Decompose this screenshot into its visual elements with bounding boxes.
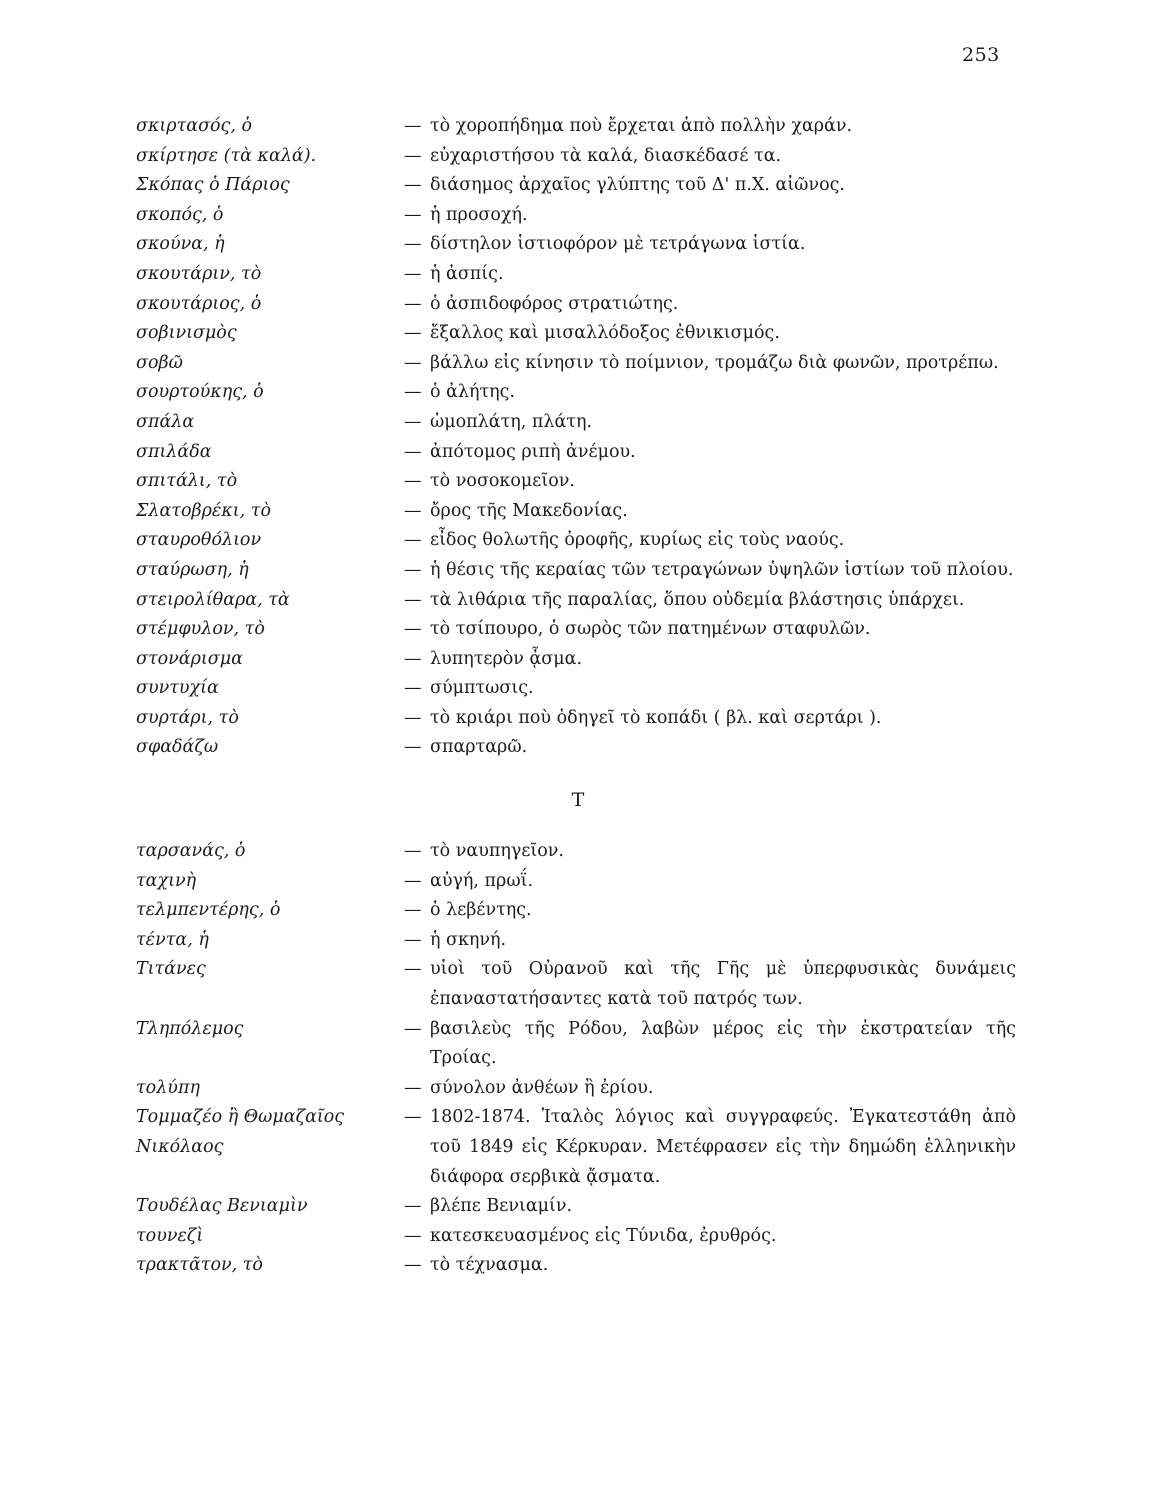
entry-term: σκουτάριος, ὁ	[136, 293, 262, 314]
glossary-entry	[136, 1103, 1016, 1192]
entry-definition: τὸ τέχνασμα.	[430, 1255, 549, 1276]
entry-definition: ὁ λεβέντης.	[430, 900, 532, 921]
entry-dash: —	[404, 471, 422, 492]
glossary-entry	[136, 926, 1016, 956]
entry-term: τελμπεντέρης, ὁ	[136, 900, 281, 921]
glossary-entry	[136, 1015, 1016, 1074]
entry-definition: βάλλω εἰς κίνησιν τὸ ποίμνιον, τρομάζω διὰ φωνῶν, προτρέπω.	[430, 352, 999, 373]
entry-definition: τὸ κριάρι ποὺ ὁδηγεῖ τὸ κοπάδι ( βλ. καὶ σερτάρι ).	[430, 707, 882, 728]
entry-dash: —	[404, 352, 422, 373]
glossary-entry	[136, 837, 1016, 867]
entry-term: ταρσανάς, ὁ	[136, 841, 246, 862]
entry-definition: αὐγή, πρωΐ.	[430, 870, 534, 891]
entry-dash: —	[404, 382, 422, 403]
entry-term: σοβινισμὸς	[136, 323, 237, 344]
entry-dash: —	[404, 1196, 422, 1217]
glossary-entry	[136, 290, 1016, 320]
entry-term: σκιρτασός, ὁ	[136, 116, 253, 136]
glossary-entry	[136, 378, 1016, 408]
entry-term: ταχινὴ	[136, 870, 197, 891]
entry-definition: ἡ ἀσπίς.	[430, 263, 504, 284]
entry-term: σπάλα	[136, 411, 195, 432]
entry-definition: εὐχαριστήσου τὰ καλά, διασκέδασέ τα.	[430, 145, 782, 166]
entry-definition: τὸ χοροπήδημα ποὺ ἔρχεται ἀπὸ πολλὴν χαράν.	[430, 116, 853, 136]
entry-dash: —	[404, 589, 422, 610]
glossary-entry	[136, 645, 1016, 675]
entry-definition: δίστηλον ἱστιοφόρον μὲ τετράγωνα ἱστία.	[430, 234, 806, 255]
glossary-entry	[136, 349, 1016, 379]
entry-definition: εἶδος θολωτῆς ὀροφῆς, κυρίως εἰς τοὺς ναούς.	[430, 530, 845, 551]
entry-term: σπιλάδα	[136, 441, 212, 462]
page-number: 253	[962, 44, 1000, 66]
glossary-entry	[136, 112, 1016, 142]
entry-dash: —	[404, 1077, 422, 1098]
section-s-entries	[136, 112, 1016, 763]
glossary-entry	[136, 260, 1016, 290]
entry-definition: υἱοὶ τοῦ Οὐρανοῦ καὶ τῆς Γῆς μὲ ὑπερφυσικὰς δυνάμεις ἐπαναστατήσαντες κατὰ τοῦ πατρός των.	[430, 959, 1016, 1010]
entry-dash: —	[404, 737, 422, 758]
entry-term: συρτάρι, τὸ	[136, 707, 239, 728]
glossary-entry	[136, 201, 1016, 231]
entry-dash: —	[404, 116, 422, 136]
glossary-entry	[136, 1222, 1016, 1252]
glossary-entry	[136, 230, 1016, 260]
entry-definition: τὸ νοσοκομεῖον.	[430, 471, 575, 492]
entry-dash: —	[404, 500, 422, 521]
entry-dash: —	[404, 678, 422, 699]
entry-definition: σύνολον ἀνθέων ἢ ἐρίου.	[430, 1077, 654, 1098]
entry-definition: ἀπότομος ριπὴ ἀνέμου.	[430, 441, 636, 462]
entry-dash: —	[404, 293, 422, 314]
entry-term: στειρολίθαρα, τὰ	[136, 589, 290, 610]
entry-dash: —	[404, 204, 422, 225]
glossary-entry	[136, 526, 1016, 556]
entry-dash: —	[404, 441, 422, 462]
entry-definition: τὸ ναυπηγεῖον.	[430, 841, 564, 862]
glossary-entry	[136, 867, 1016, 897]
glossary-entry	[136, 438, 1016, 468]
glossary-entry	[136, 1074, 1016, 1104]
glossary-entry	[136, 733, 1016, 763]
entry-term: στέμφυλον, τὸ	[136, 619, 265, 640]
entry-definition: σύμπτωσις.	[430, 678, 534, 699]
entry-term: σταυροθόλιον	[136, 530, 262, 551]
entry-dash: —	[404, 841, 422, 862]
entry-term: Σλατοβρέκι, τὸ	[136, 500, 271, 521]
entry-dash: —	[404, 619, 422, 640]
entry-dash: —	[404, 648, 422, 669]
entry-definition: ὁ ἀλήτης.	[430, 382, 516, 403]
entry-term: τολύπη	[136, 1077, 200, 1098]
entry-definition: τὰ λιθάρια τῆς παραλίας, ὅπου οὐδεμία βλάστησις ὑπάρχει.	[430, 589, 965, 610]
entry-term: σταύρωση, ἡ	[136, 559, 249, 580]
glossary-entry	[136, 467, 1016, 497]
entry-term: σπιτάλι, τὸ	[136, 471, 238, 492]
entry-term: συντυχία	[136, 678, 219, 699]
entry-definition: βασιλεὺς τῆς Ρόδου, λαβὼν μέρος εἰς τὴν ἐκστρατείαν τῆς Τροίας.	[430, 1018, 1016, 1069]
section-letter: Τ	[571, 789, 585, 812]
glossary-entry	[136, 142, 1016, 172]
entry-term: στονάρισμα	[136, 648, 243, 669]
glossary-entry	[136, 896, 1016, 926]
entry-dash: —	[404, 1107, 422, 1128]
entry-definition: ἡ προσοχή.	[430, 204, 528, 225]
glossary-entry	[136, 408, 1016, 438]
entry-dash: —	[404, 175, 422, 196]
entry-definition: ἔξαλλος καὶ μισαλλόδοξος ἐθνικισμός.	[430, 323, 780, 344]
entry-dash: —	[404, 900, 422, 921]
entry-term: σοβῶ	[136, 352, 183, 373]
glossary-entry	[136, 1251, 1016, 1281]
entry-definition: τὸ τσίπουρο, ὁ σωρὸς τῶν πατημένων σταφυλῶν.	[430, 619, 871, 640]
entry-term: σκουτάριν, τὸ	[136, 263, 262, 284]
entry-dash: —	[404, 530, 422, 551]
entry-definition: ἡ θέσις τῆς κεραίας τῶν τετραγώνων ὑψηλῶν ἱστίων τοῦ πλοίου.	[430, 559, 1014, 580]
entry-term: σφαδάζω	[136, 737, 219, 758]
entry-term: σουρτούκης, ὁ	[136, 382, 264, 403]
glossary-entry	[136, 497, 1016, 527]
entry-term: Τιτάνες	[136, 959, 206, 980]
entry-term: τρακτᾶτον, τὸ	[136, 1255, 263, 1276]
entry-definition: ὄρος τῆς Μακεδονίας.	[430, 500, 628, 521]
entry-dash: —	[404, 1255, 422, 1276]
entry-dash: —	[404, 1018, 422, 1039]
entry-term: σκούνα, ἡ	[136, 234, 225, 255]
glossary-entry	[136, 615, 1016, 645]
entry-definition: διάσημος ἀρχαῖος γλύπτης τοῦ Δ' π.Χ. αἰῶνος.	[430, 175, 845, 196]
entry-definition: ὠμοπλάτη, πλάτη.	[430, 411, 593, 432]
entry-dash: —	[404, 929, 422, 950]
entry-dash: —	[404, 323, 422, 344]
entry-dash: —	[404, 959, 422, 980]
glossary-entry	[136, 171, 1016, 201]
entry-term: σκίρτησε (τὰ καλά).	[136, 145, 317, 166]
entry-dash: —	[404, 1225, 422, 1246]
entry-dash: —	[404, 411, 422, 432]
glossary-entry	[136, 955, 1016, 1014]
section-t-entries	[136, 837, 1016, 1281]
glossary-entry	[136, 319, 1016, 349]
entry-term: τέντα, ἡ	[136, 929, 209, 950]
entry-term: σκοπός, ὁ	[136, 204, 224, 225]
entry-dash: —	[404, 870, 422, 891]
entry-definition: ὁ ἀσπιδοφόρος στρατιώτης.	[430, 293, 679, 314]
entry-term: Τληπόλεμος	[136, 1018, 244, 1039]
entry-dash: —	[404, 707, 422, 728]
entry-dash: —	[404, 145, 422, 166]
glossary-entries	[136, 112, 1016, 1281]
glossary-entry	[136, 674, 1016, 704]
entry-term: Τομμαζέο ἢ Θωμαζαῖος Νικόλαος	[136, 1107, 345, 1157]
entry-dash: —	[404, 263, 422, 284]
entry-term: Σκόπας ὁ Πάριος	[136, 175, 290, 196]
glossary-entry	[136, 586, 1016, 616]
entry-definition: σπαρταρῶ.	[430, 737, 528, 758]
entry-definition: βλέπε Βενιαμίν.	[430, 1196, 573, 1217]
glossary-entry	[136, 1192, 1016, 1222]
entry-definition: λυπητερὸν ᾆσμα.	[430, 648, 583, 669]
entry-dash: —	[404, 559, 422, 580]
entry-term: τουνεζὶ	[136, 1225, 204, 1246]
entry-definition: ἡ σκηνή.	[430, 929, 507, 950]
entry-definition: κατεσκευασμένος εἰς Τύνιδα, ἐρυθρός.	[430, 1225, 777, 1246]
glossary-entry	[136, 556, 1016, 586]
glossary-entry	[136, 704, 1016, 734]
entry-term: Τουδέλας Βενιαμὶν	[136, 1196, 308, 1217]
entry-definition: 1802-1874. Ἰταλὸς λόγιος καὶ συγγραφεύς. Ἐγκατεστάθη ἀπὸ τοῦ 1849 εἰς Κέρκυραν. Μετέφρασεν εἰς τὴν δημώδη ἑλληνικὴν διάφορα σερβικὰ ᾄσματα.	[430, 1107, 1016, 1187]
entry-dash: —	[404, 234, 422, 255]
